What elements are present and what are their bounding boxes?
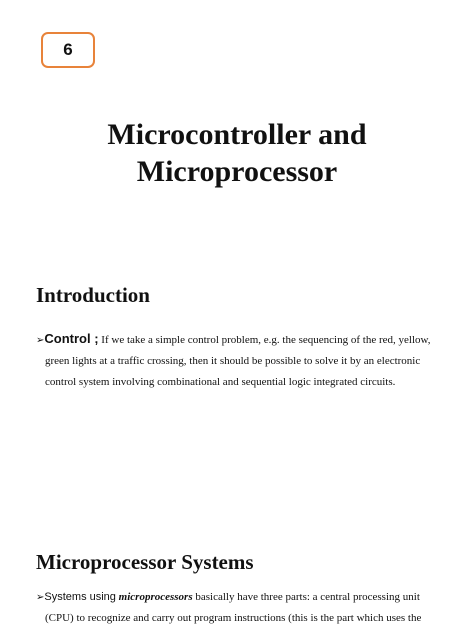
introduction-heading: Introduction (36, 283, 150, 307)
control-term: Control ; (44, 331, 99, 346)
chapter-title-line-2: Microprocessor (136, 155, 338, 188)
systems-bullet-line-1 (36, 587, 436, 608)
arrow-bullet-icon: ➢ (36, 335, 45, 346)
systems-lead: Systems using (44, 591, 116, 603)
microprocessors-term: microprocessors (118, 591, 193, 603)
chapter-number: 6 (63, 40, 73, 59)
control-text-line-2: green lights at a traffic crossing, then it should be possible to solve it by an electronic (45, 355, 421, 367)
chapter-title (0, 116, 474, 190)
control-bullet-line-1 (36, 328, 436, 351)
arrow-bullet-icon: ➢ (36, 592, 45, 603)
chapter-number-badge (41, 32, 95, 68)
microprocessor-systems-heading: Microprocessor Systems (36, 550, 254, 574)
systems-bullet (36, 587, 436, 629)
control-text-line-1: If we take a simple control problem, e.g. the sequencing of the red, yellow, (101, 334, 431, 346)
control-text-line-3: control system involving combinational and sequential logic integrated circuits. (45, 376, 396, 388)
chapter-title-line-1: Microcontroller and (107, 118, 367, 151)
control-bullet (36, 328, 436, 393)
systems-text-line-1: basically have three parts: a central processing unit (195, 591, 420, 603)
systems-text-line-2: (CPU) to recognize and carry out program instructions (this is the part which uses the (45, 612, 422, 624)
